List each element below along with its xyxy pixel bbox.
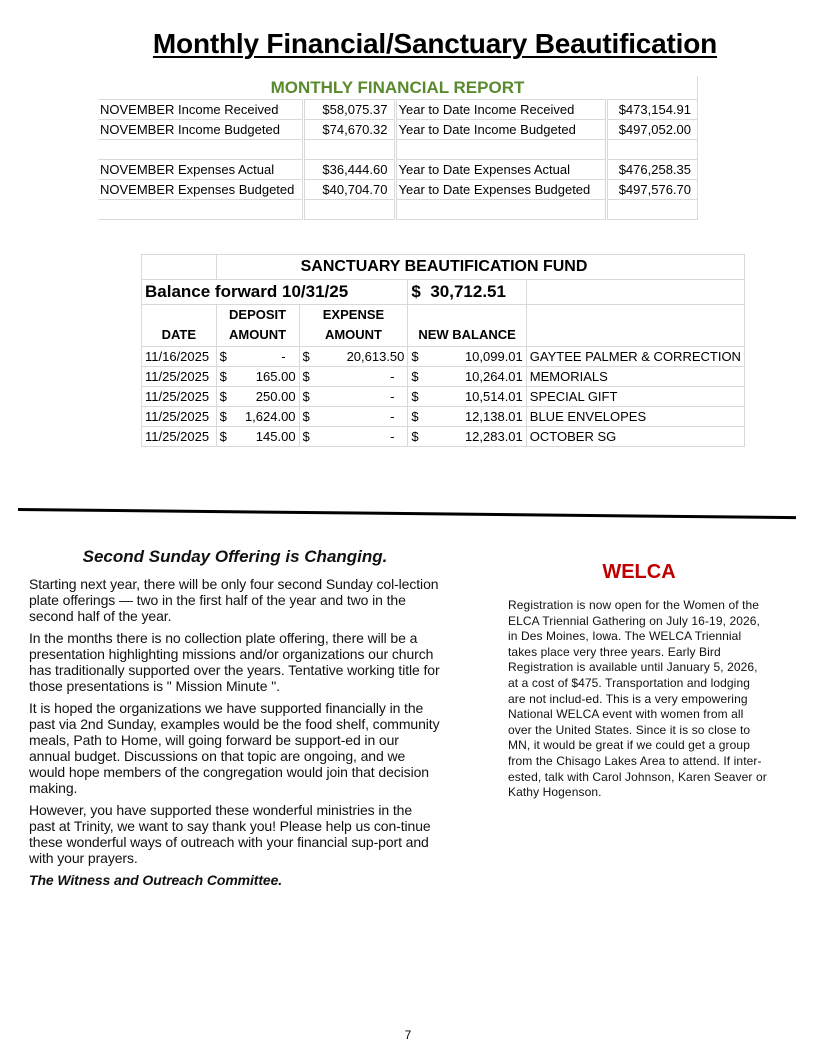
fund-new-balance <box>408 347 526 367</box>
amount: - <box>390 369 395 384</box>
fund-row <box>142 387 745 407</box>
page-title: Monthly Financial/Sanctuary Beautification <box>152 28 718 59</box>
sanctuary-beautification-fund <box>141 254 745 447</box>
currency-symbol: $ <box>302 389 310 404</box>
fund-deposit <box>216 427 299 447</box>
balance-forward-value: $ 30,712.51 <box>408 280 526 305</box>
row-value <box>303 200 395 220</box>
currency-symbol: $ <box>411 409 419 424</box>
ytd-value: $497,576.70 <box>606 180 697 200</box>
welca-article <box>508 560 770 801</box>
amount: 165.00 <box>255 369 296 384</box>
amount: - <box>390 429 395 444</box>
fund-new-balance <box>408 407 526 427</box>
currency-symbol: $ <box>302 369 310 384</box>
amount: 145.00 <box>255 429 296 444</box>
amount: 250.00 <box>255 389 296 404</box>
fund-date: 11/16/2025 <box>142 347 217 367</box>
fund-row <box>142 427 745 447</box>
header-new-balance: NEW BALANCE <box>408 305 526 347</box>
fund-expense <box>299 387 408 407</box>
page-number: 7 <box>404 1028 412 1042</box>
ytd-label: Year to Date Expenses Budgeted <box>395 180 606 200</box>
row-value: $36,444.60 <box>303 160 395 180</box>
ytd-value: $473,154.91 <box>606 100 697 120</box>
row-label: NOVEMBER Income Received <box>98 100 303 120</box>
amount: - <box>281 349 286 364</box>
fund-deposit <box>216 407 299 427</box>
report-row <box>98 160 698 180</box>
ytd-value <box>606 140 697 160</box>
fund-deposit <box>216 367 299 387</box>
row-value <box>303 140 395 160</box>
monthly-report-table <box>98 99 698 220</box>
balance-forward-row <box>142 280 745 305</box>
fund-expense <box>299 347 408 367</box>
row-label <box>98 200 303 220</box>
row-label: NOVEMBER Expenses Actual <box>98 160 303 180</box>
fund-description: GAYTEE PALMER & CORRECTION <box>526 347 744 367</box>
report-row <box>98 100 698 120</box>
fund-title: SANCTUARY BEAUTIFICATION FUND <box>216 255 744 280</box>
ytd-label: Year to Date Expenses Actual <box>395 160 606 180</box>
header-date: DATE <box>142 305 217 347</box>
ytd-label: Year to Date Income Received <box>395 100 606 120</box>
row-label: NOVEMBER Expenses Budgeted <box>98 180 303 200</box>
article-paragraph: It is hoped the organizations we have supported financially in the past via 2nd Sunday, examples would be the food shelf, community meals, Path to Home, will going forward be support-ed in our annual budget. Discussions on that topic are ongoing, and we would hope members of the congregation would join that decision making. <box>29 700 440 796</box>
amount: 12,138.01 <box>464 409 523 424</box>
amount: 10,264.01 <box>464 369 523 384</box>
amount: 20,613.50 <box>346 349 405 364</box>
ytd-value: $497,052.00 <box>606 120 697 140</box>
report-row <box>98 120 698 140</box>
article-paragraph: Starting next year, there will be only four second Sunday col-lection plate offerings — two in the first half of the year and two in the second half of the year. <box>29 576 439 624</box>
monthly-financial-report <box>98 76 698 220</box>
fund-expense <box>299 367 408 387</box>
article-signature: The Witness and Outreach Committee. <box>29 872 283 888</box>
balance-forward-label: Balance forward 10/31/25 <box>142 280 408 305</box>
ytd-value: $476,258.35 <box>606 160 697 180</box>
currency-symbol: $ <box>219 349 227 364</box>
row-value: $74,670.32 <box>303 120 395 140</box>
report-row <box>98 200 698 220</box>
row-label: NOVEMBER Income Budgeted <box>98 120 303 140</box>
column-header-row <box>142 305 745 347</box>
currency-symbol: $ <box>411 369 419 384</box>
fund-deposit <box>216 387 299 407</box>
second-sunday-article <box>29 546 441 894</box>
monthly-report-title: MONTHLY FINANCIAL REPORT <box>98 76 698 99</box>
fund-description: MEMORIALS <box>526 367 744 387</box>
ytd-label <box>395 200 606 220</box>
fund-title-row <box>142 255 745 280</box>
fund-date: 11/25/2025 <box>142 407 217 427</box>
fund-description: OCTOBER SG <box>526 427 744 447</box>
row-value: $40,704.70 <box>303 180 395 200</box>
report-row <box>98 140 698 160</box>
fund-new-balance <box>408 367 526 387</box>
fund-date: 11/25/2025 <box>142 427 217 447</box>
currency-symbol: $ <box>219 409 227 424</box>
currency-symbol: $ <box>411 389 419 404</box>
fund-expense <box>299 427 408 447</box>
amount: 12,283.01 <box>464 429 523 444</box>
amount: - <box>390 409 395 424</box>
sanctuary-fund-table <box>141 254 745 447</box>
currency-symbol: $ <box>302 349 310 364</box>
fund-description: SPECIAL GIFT <box>526 387 744 407</box>
fund-description: BLUE ENVELOPES <box>526 407 744 427</box>
report-row <box>98 180 698 200</box>
fund-expense <box>299 407 408 427</box>
header-expense: EXPENSE AMOUNT <box>299 305 408 347</box>
ytd-label <box>395 140 606 160</box>
fund-date: 11/25/2025 <box>142 367 217 387</box>
fund-row <box>142 367 745 387</box>
article-paragraph: However, you have supported these wonderful ministries in the past at Trinity, we want to say thank you! Please help us con-tinue these wonderful ways of outreach with your financial sup-port and with your prayers. <box>29 802 431 866</box>
amount: 10,099.01 <box>464 349 523 364</box>
fund-date: 11/25/2025 <box>142 387 217 407</box>
row-label <box>98 140 303 160</box>
section-divider <box>18 508 796 519</box>
ytd-value <box>606 200 697 220</box>
currency-symbol: $ <box>219 389 227 404</box>
currency-symbol: $ <box>219 429 227 444</box>
amount: 10,514.01 <box>464 389 523 404</box>
fund-row <box>142 347 745 367</box>
ytd-label: Year to Date Income Budgeted <box>395 120 606 140</box>
amount: 1,624.00 <box>244 409 296 424</box>
row-value: $58,075.37 <box>303 100 395 120</box>
currency-symbol: $ <box>411 429 419 444</box>
fund-row <box>142 407 745 427</box>
header-deposit: DEPOSIT AMOUNT <box>216 305 299 347</box>
article-title: Second Sunday Offering is Changing. <box>82 547 388 566</box>
welca-body: Registration is now open for the Women of the ELCA Triennial Gathering on July 16-19, 2026, in Des Moines, Iowa. The WELCA Triennial takes place very three years. Early Bird Registration is available until January 5, 2026, at a cost of $475. Transportation and lodging are not includ-ed. This is a very empowering National WELCA event with women from all over the United States. Since it is so close to MN, it would be great if we could get a group from the Chisago Lakes Area to attend. If inter-ested, talk with Carol Johnson, Karen Seaver or Kathy Hogenson. <box>508 598 767 800</box>
fund-new-balance <box>408 427 526 447</box>
currency-symbol: $ <box>411 349 419 364</box>
amount: - <box>390 389 395 404</box>
fund-deposit <box>216 347 299 367</box>
currency-symbol: $ <box>219 369 227 384</box>
article-paragraph: In the months there is no collection plate offering, there will be a presentation highlighting missions and/or organizations our church has traditionally supported over the years. Tentative working title for those presentations is " Mission Minute ". <box>29 630 440 694</box>
currency-symbol: $ <box>302 409 310 424</box>
welca-title: WELCA <box>602 561 676 583</box>
currency-symbol: $ <box>302 429 310 444</box>
fund-new-balance <box>408 387 526 407</box>
